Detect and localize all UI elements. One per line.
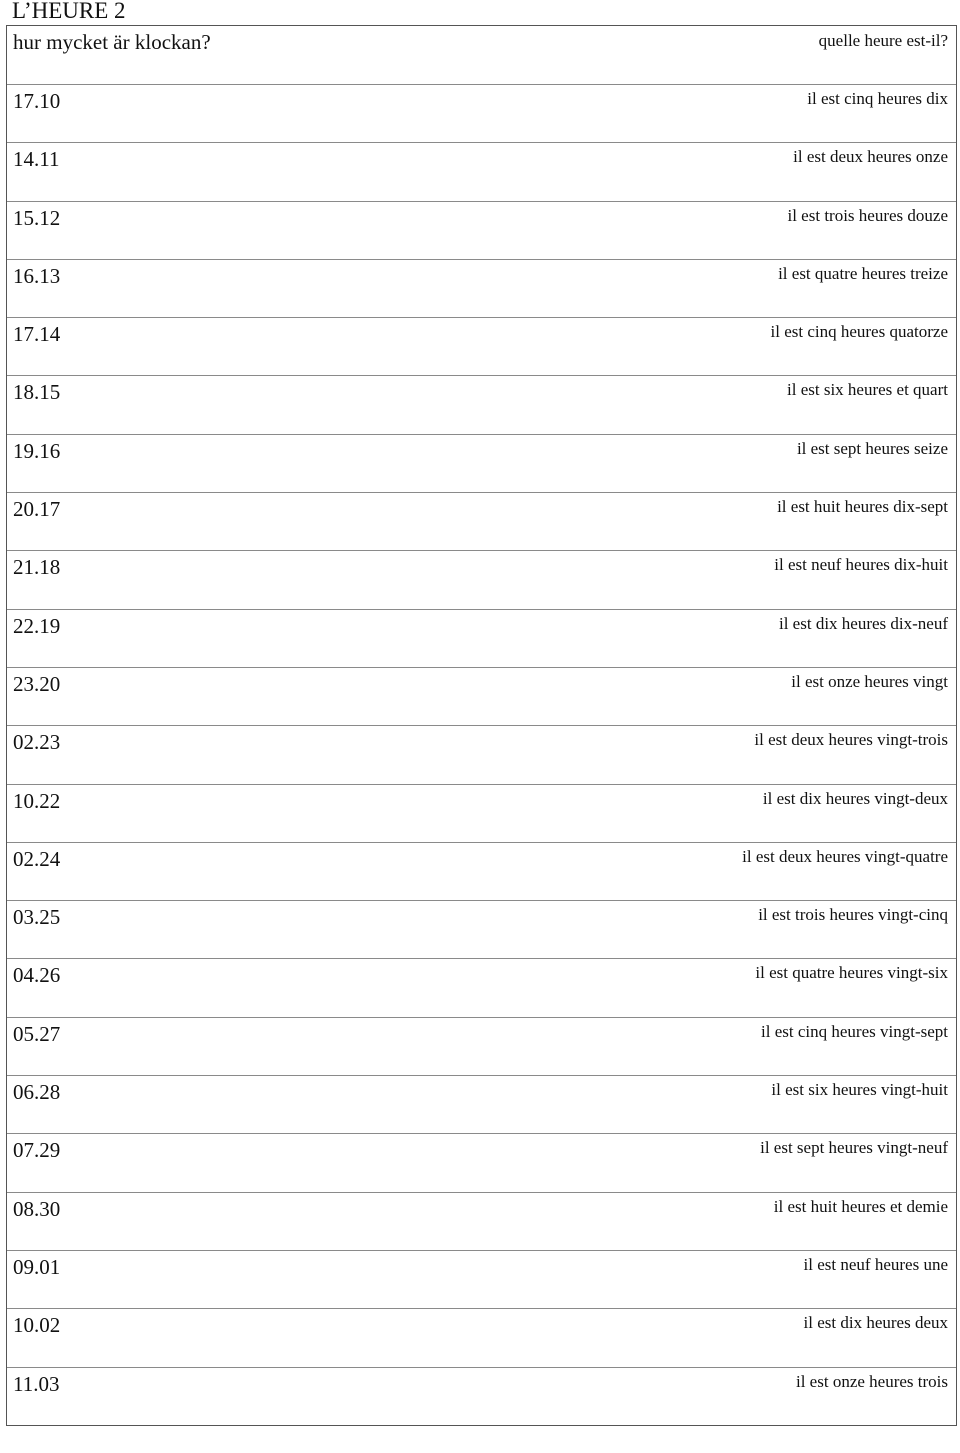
time-table <box>6 25 957 1426</box>
french-phrase-cell: il est onze heures vingt <box>791 671 948 691</box>
table-row <box>7 901 956 959</box>
time-cell: 11.03 <box>13 1371 60 1396</box>
header-question-french: quelle heure est-il? <box>818 31 948 50</box>
table-row <box>7 959 956 1017</box>
time-cell: 09.01 <box>13 1254 61 1279</box>
french-phrase-cell: il est cinq heures vingt-sept <box>761 1021 948 1041</box>
french-phrase-cell: il est onze heures trois <box>795 1371 948 1391</box>
time-cell: 05.27 <box>13 1021 61 1046</box>
french-phrase-cell: il est dix heures dix-neuf <box>778 613 948 633</box>
french-phrase-cell: il est deux heures vingt-trois <box>754 730 948 750</box>
table-row <box>7 843 956 901</box>
time-cell: 02.23 <box>13 730 61 755</box>
table-row <box>7 1309 956 1367</box>
time-cell: 04.26 <box>13 963 61 988</box>
table-row <box>7 668 956 726</box>
french-phrase-cell: il est six heures vingt-huit <box>771 1080 948 1100</box>
table-row <box>7 785 956 843</box>
french-phrase-cell: il est six heures et quart <box>787 380 948 400</box>
table-row <box>7 85 956 143</box>
time-cell: 23.20 <box>13 671 61 696</box>
table-row <box>7 1018 956 1076</box>
french-phrase-cell: il est huit heures et demie <box>773 1196 948 1216</box>
table-row <box>7 143 956 201</box>
table-row <box>7 610 956 668</box>
time-cell: 22.19 <box>13 613 61 638</box>
french-phrase-cell: il est sept heures seize <box>796 438 948 458</box>
time-cell: 06.28 <box>13 1080 61 1105</box>
french-phrase-cell: il est trois heures vingt-cinq <box>758 905 948 925</box>
table-body <box>7 85 956 1426</box>
time-cell: 02.24 <box>13 846 61 871</box>
french-phrase-cell: il est cinq heures quatorze <box>770 322 948 342</box>
time-cell: 14.11 <box>13 147 60 172</box>
header-question-swedish: hur mycket är klockan? <box>13 30 211 54</box>
french-phrase-cell: il est neuf heures une <box>803 1254 948 1274</box>
french-phrase-cell: il est quatre heures treize <box>778 263 948 283</box>
time-cell: 10.22 <box>13 788 61 813</box>
french-phrase-cell: il est trois heures douze <box>787 205 948 225</box>
french-phrase-cell: il est sept heures vingt-neuf <box>760 1138 948 1158</box>
table-row <box>7 1368 956 1426</box>
table-row <box>7 260 956 318</box>
french-phrase-cell: il est quatre heures vingt-six <box>755 963 948 983</box>
table-row <box>7 1251 956 1309</box>
french-phrase-cell: il est dix heures deux <box>803 1313 948 1333</box>
table-row <box>7 318 956 376</box>
time-cell: 16.13 <box>13 263 61 288</box>
time-cell: 03.25 <box>13 905 61 930</box>
time-cell: 07.29 <box>13 1138 61 1163</box>
time-cell: 20.17 <box>13 497 61 522</box>
table-row <box>7 1193 956 1251</box>
table-header-row <box>7 26 956 85</box>
time-cell: 17.10 <box>13 89 61 113</box>
french-phrase-cell: il est huit heures dix-sept <box>777 497 948 517</box>
table-row <box>7 551 956 609</box>
french-phrase-cell: il est neuf heures dix-huit <box>774 555 948 575</box>
time-cell: 21.18 <box>13 555 61 580</box>
table-row <box>7 1134 956 1192</box>
time-cell: 15.12 <box>13 205 61 230</box>
time-cell: 10.02 <box>13 1313 61 1338</box>
table-row <box>7 202 956 260</box>
french-phrase-cell: il est cinq heures dix <box>807 89 948 108</box>
time-cell: 19.16 <box>13 438 61 463</box>
page-title: L’HEURE 2 <box>12 0 126 23</box>
time-cell: 18.15 <box>13 380 61 405</box>
time-cell: 17.14 <box>13 322 61 347</box>
french-phrase-cell: il est dix heures vingt-deux <box>762 788 948 808</box>
french-phrase-cell: il est deux heures onze <box>793 147 948 167</box>
table-row <box>7 726 956 784</box>
table-row <box>7 435 956 493</box>
table-row <box>7 376 956 434</box>
french-phrase-cell: il est deux heures vingt-quatre <box>742 846 948 866</box>
time-cell: 08.30 <box>13 1196 61 1221</box>
table-row <box>7 1076 956 1134</box>
table-row <box>7 493 956 551</box>
